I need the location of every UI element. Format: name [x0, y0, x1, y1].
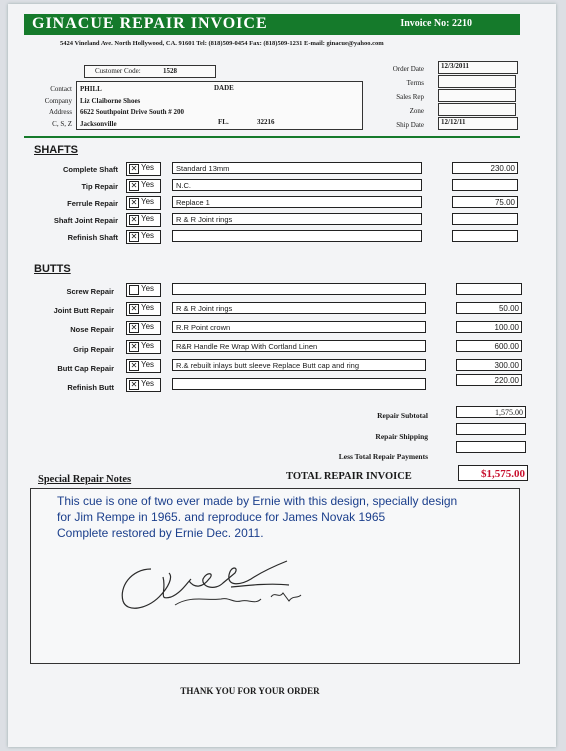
ship-date-label: Ship Date: [396, 121, 424, 129]
order-date-field: 12/3/2011: [438, 61, 518, 74]
sales-rep-label: Sales Rep: [396, 93, 424, 101]
shaft-price-refinish[interactable]: [452, 230, 518, 242]
butt-price-refinish[interactable]: 220.00: [456, 374, 522, 386]
total-label: TOTAL REPAIR INVOICE: [286, 471, 412, 482]
butt-desc-screw[interactable]: [172, 283, 426, 295]
butt-price-screw[interactable]: [456, 283, 522, 295]
butt-label-joint: Joint Butt Repair: [53, 306, 114, 315]
butt-check-grip[interactable]: ✕ Yes: [126, 340, 161, 354]
shafts-section-title: SHAFTS: [34, 144, 78, 156]
company-label: Company: [44, 96, 72, 105]
butt-label-nose: Nose Repair: [70, 325, 114, 334]
company-title: GINACUE REPAIR INVOICE: [32, 15, 268, 32]
customer-code-box: [84, 65, 216, 78]
subtotal-label: Repair Subtotal: [377, 411, 428, 420]
invoice-header: [24, 14, 520, 35]
signature-image: [111, 557, 331, 623]
shaft-check-refinish[interactable]: ✕ Yes: [126, 230, 161, 244]
butt-price-joint[interactable]: 50.00: [456, 302, 522, 314]
shaft-desc-tip[interactable]: N.C.: [172, 179, 422, 191]
sales-rep-field: [438, 89, 516, 102]
state-value: FL.: [218, 118, 229, 126]
butt-check-nose[interactable]: ✕ Yes: [126, 321, 161, 335]
customer-code-label: Customer Code:: [95, 67, 141, 75]
butts-section-title: BUTTS: [34, 263, 71, 275]
shaft-check-complete[interactable]: ✕ Yes: [126, 162, 161, 176]
butt-label-refinish: Refinish Butt: [67, 383, 114, 392]
city-value: Jacksonville: [80, 119, 117, 128]
butt-desc-refinish[interactable]: [172, 378, 426, 390]
butt-check-refinish[interactable]: ✕ Yes: [126, 378, 161, 392]
note-line-2: for Jim Rempe in 1965. and reproduce for James Novak 1965: [57, 510, 386, 524]
order-labels: [372, 62, 424, 132]
subtotal-value: 1,575.00: [456, 406, 526, 418]
company-address: 5424 Vineland Ave. North Hollywood, CA. 91601 Tel: (818)509-0454 Fax: (818)509-1231 E-mail: ginacue@yahoo.com: [60, 40, 384, 47]
shaft-check-joint[interactable]: ✕ Yes: [126, 213, 161, 227]
zone-field: [438, 103, 516, 116]
butt-price-nose[interactable]: 100.00: [456, 321, 522, 333]
header-divider: [24, 136, 520, 138]
butt-desc-grip[interactable]: R&R Handle Re Wrap With Cortland Linen: [172, 340, 426, 352]
shaft-label-joint: Shaft Joint Repair: [53, 216, 118, 225]
ship-date-field: 12/12/11: [438, 117, 518, 130]
shaft-price-ferrule[interactable]: 75.00: [452, 196, 518, 208]
total-value: $1,575.00: [458, 465, 528, 481]
contact-label: Contact: [50, 85, 72, 93]
shipping-label: Repair Shipping: [375, 432, 428, 441]
thank-you-footer: THANK YOU FOR YOUR ORDER: [180, 686, 320, 696]
butt-check-screw[interactable]: Yes: [126, 283, 161, 297]
butt-check-cap[interactable]: ✕ Yes: [126, 359, 161, 373]
notes-title: Special Repair Notes: [38, 474, 132, 485]
shaft-desc-joint[interactable]: R & R Joint rings: [172, 213, 422, 225]
zone-label: Zone: [409, 107, 424, 115]
company-name: Liz Claiborne Shoes: [80, 96, 141, 105]
address-value: 6622 Southpoint Drive South # 200: [80, 108, 185, 116]
shaft-label-ferrule: Ferrule Repair: [67, 199, 118, 208]
shaft-label-refinish: Refinish Shaft: [67, 233, 118, 242]
contact-last-name: DADE: [214, 84, 234, 92]
shaft-desc-refinish[interactable]: [172, 230, 422, 242]
butt-price-grip[interactable]: 600.00: [456, 340, 522, 352]
butt-label-screw: Screw Repair: [66, 287, 114, 296]
shaft-price-complete[interactable]: 230.00: [452, 162, 518, 174]
butt-desc-joint[interactable]: R & R Joint rings: [172, 302, 426, 314]
butt-desc-nose[interactable]: R.R Point crown: [172, 321, 426, 333]
shaft-price-joint[interactable]: [452, 213, 518, 225]
payments-label: Less Total Repair Payments: [338, 452, 428, 461]
butt-desc-cap[interactable]: R.& rebuilt inlays butt sleeve Replace Butt cap and ring: [172, 359, 426, 371]
butt-price-cap[interactable]: 300.00: [456, 359, 522, 371]
customer-code: 1528: [163, 67, 177, 75]
shaft-label-complete: Complete Shaft: [62, 165, 118, 174]
contact-first-name: PHILL: [80, 85, 102, 93]
shipping-value[interactable]: [456, 423, 526, 435]
note-line-1: This cue is one of two ever made by Ernie with this design, specially design: [57, 494, 458, 508]
note-line-3: Complete restored by Ernie Dec. 2011.: [57, 526, 264, 540]
order-date-label: Order Date: [392, 65, 424, 73]
shaft-check-ferrule[interactable]: ✕ Yes: [126, 196, 161, 210]
butt-label-grip: Grip Repair: [73, 345, 114, 354]
zip-value: 32216: [257, 118, 275, 126]
shaft-desc-ferrule[interactable]: Replace 1: [172, 196, 422, 208]
customer-values: [80, 84, 184, 130]
shaft-price-tip[interactable]: [452, 179, 518, 191]
csz-label: C, S, Z: [52, 119, 72, 128]
butt-label-cap: Butt Cap Repair: [57, 364, 114, 373]
shaft-label-tip: Tip Repair: [81, 182, 118, 191]
shaft-check-tip[interactable]: ✕ Yes: [126, 179, 161, 193]
butt-check-joint[interactable]: ✕ Yes: [126, 302, 161, 316]
notes-box: [30, 488, 520, 664]
customer-labels: [30, 84, 72, 130]
terms-label: Terms: [406, 79, 424, 87]
address-label: Address: [49, 108, 72, 116]
terms-field: [438, 75, 516, 88]
payments-value[interactable]: [456, 441, 526, 453]
shaft-desc-complete[interactable]: Standard 13mm: [172, 162, 422, 174]
invoice-number: Invoice No: 2210: [400, 18, 472, 29]
